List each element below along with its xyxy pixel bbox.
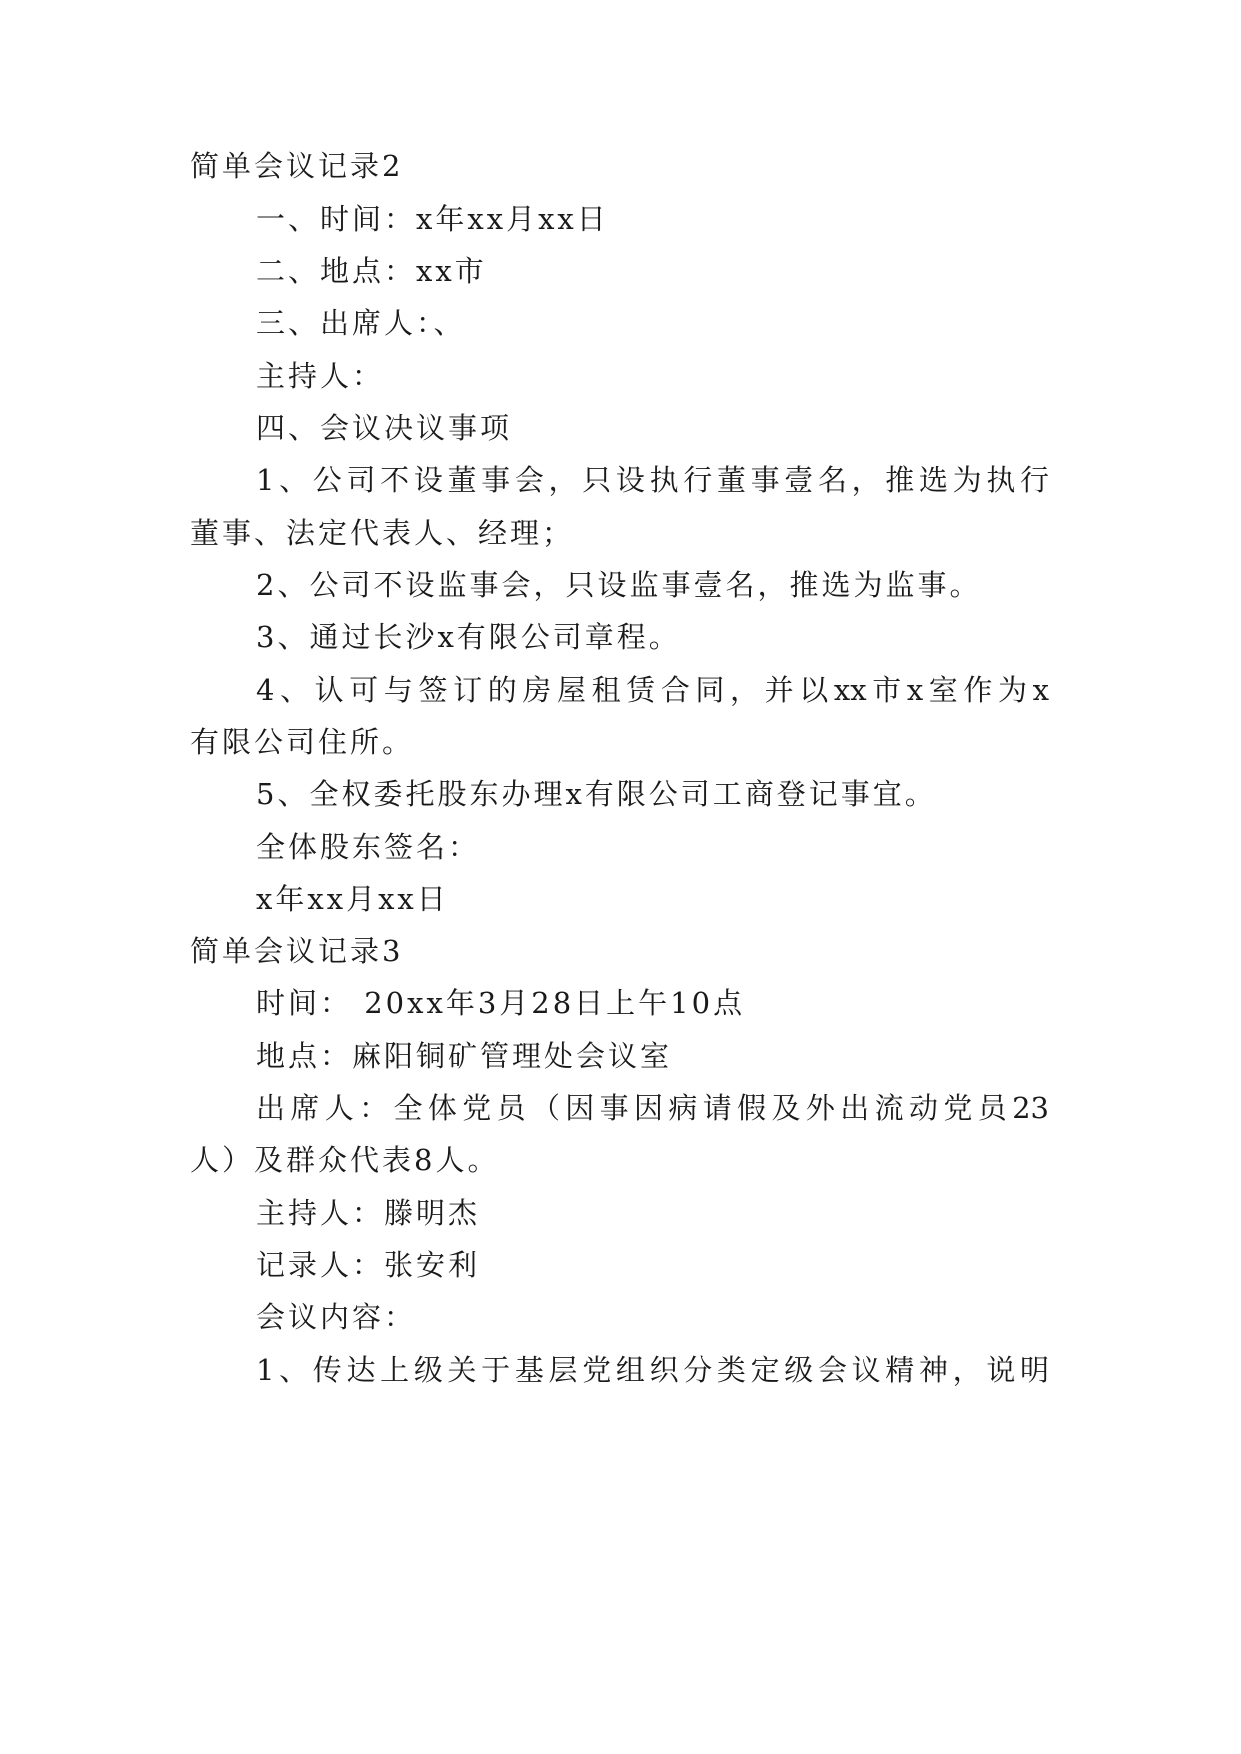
meeting-content-item-1: 1、传达上级关于基层党组织分类定级会议精神，说明 [256, 1353, 1049, 1387]
resolution-item-4-cont: 有限公司住所。 [190, 725, 415, 759]
resolution-item-3: 3、通过长沙x有限公司章程。 [256, 620, 681, 654]
resolution-item-5: 5、全权委托股东办理x有限公司工商登记事宜。 [256, 777, 937, 811]
resolution-item-2: 2、公司不设监事会，只设监事壹名，推选为监事。 [256, 568, 982, 602]
resolution-item-1: 1、公司不设董事会，只设执行董事壹名，推选为执行 [256, 463, 1049, 497]
resolutions-heading: 四、会议决议事项 [256, 411, 513, 445]
resolution-item-1-cont: 董事、法定代表人、经理； [190, 516, 575, 550]
meeting-time: 一、时间：x年xx月xx日 [256, 202, 609, 236]
shareholder-signature-label: 全体股东签名： [256, 830, 481, 864]
meeting-location: 二、地点：xx市 [256, 254, 487, 288]
resolution-item-4: 4、认可与签订的房屋租赁合同，并以xx市x室作为x [256, 673, 1049, 707]
meeting-content-label: 会议内容： [256, 1300, 417, 1334]
meeting-location-3: 地点：麻阳铜矿管理处会议室 [256, 1039, 673, 1073]
meeting-attendees: 三、出席人：、 [256, 306, 466, 340]
section-title-2: 简单会议记录2 [190, 149, 404, 183]
meeting-attendees-3: 出席人：全体党员（因事因病请假及外出流动党员23 [256, 1091, 1049, 1125]
meeting-host: 主持人： [256, 359, 385, 393]
meeting-attendees-3-cont: 人）及群众代表8人。 [190, 1143, 500, 1177]
meeting-recorder-3: 记录人：张安利 [256, 1248, 481, 1282]
signature-date: x年xx月xx日 [256, 882, 449, 916]
meeting-host-3: 主持人：滕明杰 [256, 1196, 481, 1230]
section-title-3: 简单会议记录3 [190, 934, 404, 968]
meeting-time-3: 时间： 20xx年3月28日上午10点 [256, 986, 746, 1020]
